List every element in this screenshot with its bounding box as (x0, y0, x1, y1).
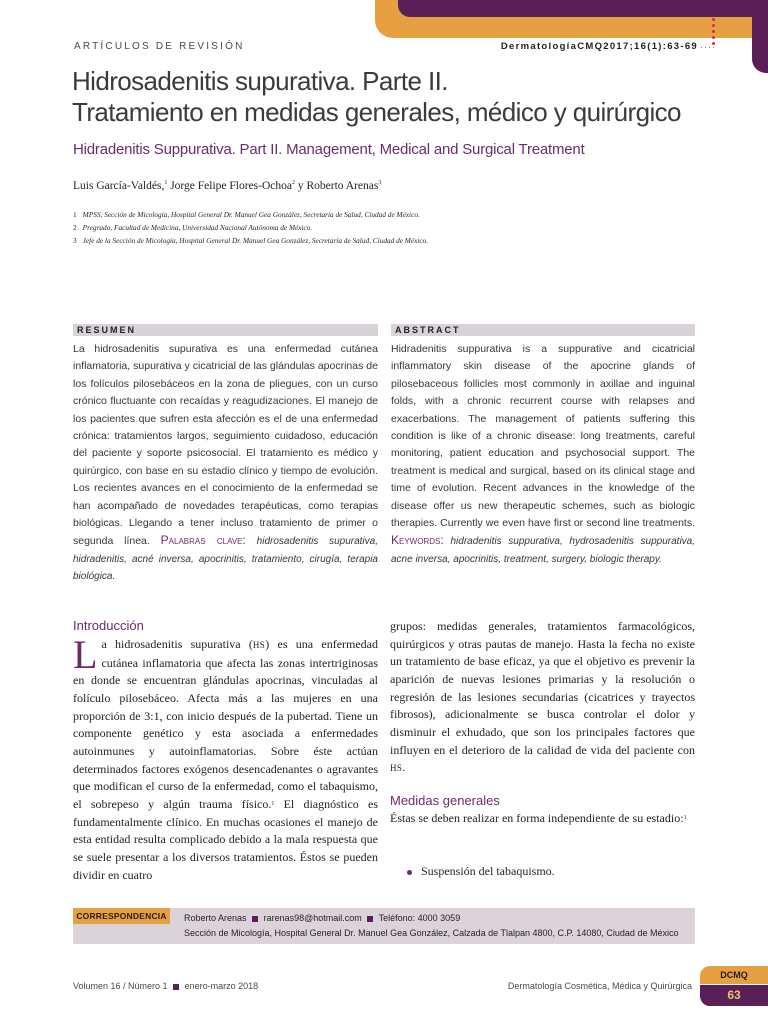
bullet-marker (407, 870, 412, 875)
header-purple-band (398, 0, 768, 17)
affiliation-3-text: Jefe de la Sección de Micología, Hospital General Dr. Manuel Gea González, Secretaría de Salud, Ciudad de México. (82, 236, 429, 245)
abstract-keywords: hidradenitis suppurativa, hydrosadenitis suppurativa, acne inversa, apocrinitis, treatment, surgery, biologic therapy. (391, 536, 696, 565)
resumen-keywords: hidrosadenitis supurativa, hidradenitis, acné inversa, apocrinitis, tratamiento, cirugía, terapia biológica. (73, 536, 378, 583)
bullet-item (407, 864, 555, 879)
abstract-body (391, 341, 695, 568)
affiliation-2 (73, 223, 312, 232)
author-2: Jorge Felipe Flores-Ochoa (167, 180, 292, 192)
footer-journal-name: Dermatología Cosmética, Médica y Quirúrgica (507, 981, 692, 991)
intro-citation-1: 1 (271, 800, 275, 807)
journal-reference: DermatologíaCMQ2017;16(1):63-69 (500, 41, 698, 52)
intro-abbrev-hs: HS (252, 640, 266, 650)
medidas-generales-heading: Medidas generales (390, 793, 500, 808)
author-3: y Roberto Arenas (295, 180, 379, 192)
footer-issue (73, 981, 258, 991)
col2-abbrev-hs: HS (390, 763, 403, 774)
abstract-text: Hidradenitis suppurativa is a suppurative and cicatricial inflammatory skin disease of the apocrine glands of pilosebaceous follicles most commonly in axillae and inguinal folds, with a chronic recurrent course with relapses and exacerbations. The management of patients suffering this condition is like of a chronic disease: long treatments, careful monitoring, patient education and psychosocial support. The treatment is medical and surgical, based on its clinical stage and time of evolution. Recent advances in the knowledge of the disease offer us new therapeutic schemes, such as biologic therapies. Currently we even have first or second line treatments. (391, 343, 695, 530)
correspondence-contact-line (184, 913, 460, 923)
affiliation-2-text: Pregrado, Facultad de Medicina, Universidad Nacional Autónoma de México. (82, 223, 313, 232)
affiliation-3 (73, 236, 428, 245)
journal-abbrev-tab: DCMQ (700, 966, 768, 984)
affiliation-1-number: 1 (73, 210, 77, 219)
separator-square (367, 916, 373, 922)
intro-text-a: a hidrosadenitis supurativa ( (101, 637, 253, 651)
introduction-heading: Introducción (73, 618, 144, 633)
intro-paragraph (73, 632, 378, 884)
column-2-paragraph (390, 618, 695, 778)
author-3-sup: 3 (378, 180, 382, 186)
affiliation-1 (73, 210, 420, 219)
separator-square (252, 916, 258, 922)
author-list (73, 180, 381, 192)
bullet-item-text: Suspensión del tabaquismo. (421, 864, 555, 878)
affiliation-3-number: 3 (73, 236, 77, 245)
col2-text-a: grupos: medidas generales, tratamientos farmacológicos, quirúrgicos y otras pautas de manejo. Hasta la fecha no existe un tratamiento de base eficaz, ya que el objetivo es prevenir la aparición de nuevas lesiones primarias y la resolución o regresión de las lesiones secundarias (cicatrices y trayectos fibrosos), adicionalmente se busca controlar el dolor y disminuir el exhudado, que son los principales factores que influyen en el deterioro de la calidad de vida del paciente con (390, 619, 695, 757)
medidas-paragraph (390, 810, 695, 828)
author-2-sup: 2 (292, 180, 295, 186)
correspondence-address: Sección de Micología, Hospital General Dr. Manuel Gea González, Calzada de Tlalpan 4800, C.P. 14080, Ciudad de México (184, 928, 679, 938)
correspondence-name: Roberto Arenas (184, 913, 247, 923)
drop-cap: L (73, 632, 98, 677)
section-label: ARTÍCULOS DE REVISIÓN (74, 41, 245, 52)
medidas-text: Éstas se deben realizar en forma independiente de su estadio: (390, 811, 684, 825)
affiliation-1-text: MPSS, Sección de Micología, Hospital General Dr. Manuel Gea González, Secretaría de Salud, Ciudad de México. (82, 210, 420, 219)
correspondence-phone: Teléfono: 4000 3059 (378, 913, 461, 923)
article-subtitle: Hidradenitis Suppurativa. Part II. Management, Medical and Surgical Treatment (73, 141, 585, 158)
resumen-body (73, 341, 378, 586)
separator-square (173, 984, 179, 990)
correspondence-email[interactable]: rarenas98@hotmail.com (263, 913, 362, 923)
page-number: 63 (700, 985, 768, 1006)
abstract-heading: ABSTRACT (391, 324, 695, 336)
title-line-1: Hidrosadenitis supurativa. Parte II. (72, 66, 448, 96)
title-line-2: Tratamiento en medidas generales, médico y quirúrgico (72, 97, 681, 127)
author-1: Luis García-Valdés, (73, 180, 165, 192)
abstract-keywords-label: Keywords: (391, 533, 444, 548)
article-title (72, 66, 712, 128)
journal-ref-dots: ···· (700, 42, 716, 52)
affiliation-2-number: 2 (73, 223, 77, 232)
author-1-sup: 1 (164, 180, 168, 186)
intro-text-b: ) es una enfermedad cutánea inflamatoria que afecta las zonas intertriginosas en donde se encuentran glándulas apocrinas, vinculadas al folículo pilosebáceo. Afecta más a las mujeres en una proporción de 3:1, con inicio después de la pubertad. Tiene un componente genético y esta asociada a enfermedades autoinmunes y autoinflamatorias. Sobre éste actúan determinados factores exógenos desencadenantes o agravantes que modifican el curso de la enfermedad, como el tabaquismo, el sobrepeso y algún trauma físico. (73, 637, 378, 811)
correspondence-label: CORRESPONDENCIA (73, 908, 170, 924)
edge-purple-tab (752, 17, 768, 73)
col2-text-b: . (402, 760, 406, 775)
footer-period: enero-marzo 2018 (184, 981, 259, 991)
resumen-heading: RESUMEN (73, 324, 378, 336)
intro-text-c: El diagnóstico es fundamentalmente clínico. En muchas ocasiones el manejo de esta entidad resulta complicado debido a la mala respuesta que se suele presentar a los diversos tratamientos. Éstos se pueden dividir en cuatro (73, 796, 378, 882)
footer-volume: Volumen 16 / Número 1 (73, 981, 168, 991)
medidas-citation: 1 (683, 815, 687, 821)
resumen-text: La hidrosadenitis supurativa es una enfermedad cutánea inflamatoria, supurativa y cicatricial de las glándulas apocrinas de los folículos pilosebáceos en la zona de pliegues, con un curso crónico fluctuante con recaídas y reagudizaciones. El manejo de los pacientes que sufren esta afección es el de una enfermedad crónica: tratamientos largos, seguimiento cuidadoso, educación del paciente y soporte psicosocial. El tratamiento es médico y quirúrgico, con base en su estadio clínico y tiempo de evolución. Los recientes avances en el conocimiento de la enfermedad se han acompañado de novedades terapéuticas, como terapias biológicas. Llegando a tener incluso tratamiento de primer o segunda línea. (73, 343, 378, 548)
resumen-keywords-label: Palabras clave: (160, 533, 246, 548)
